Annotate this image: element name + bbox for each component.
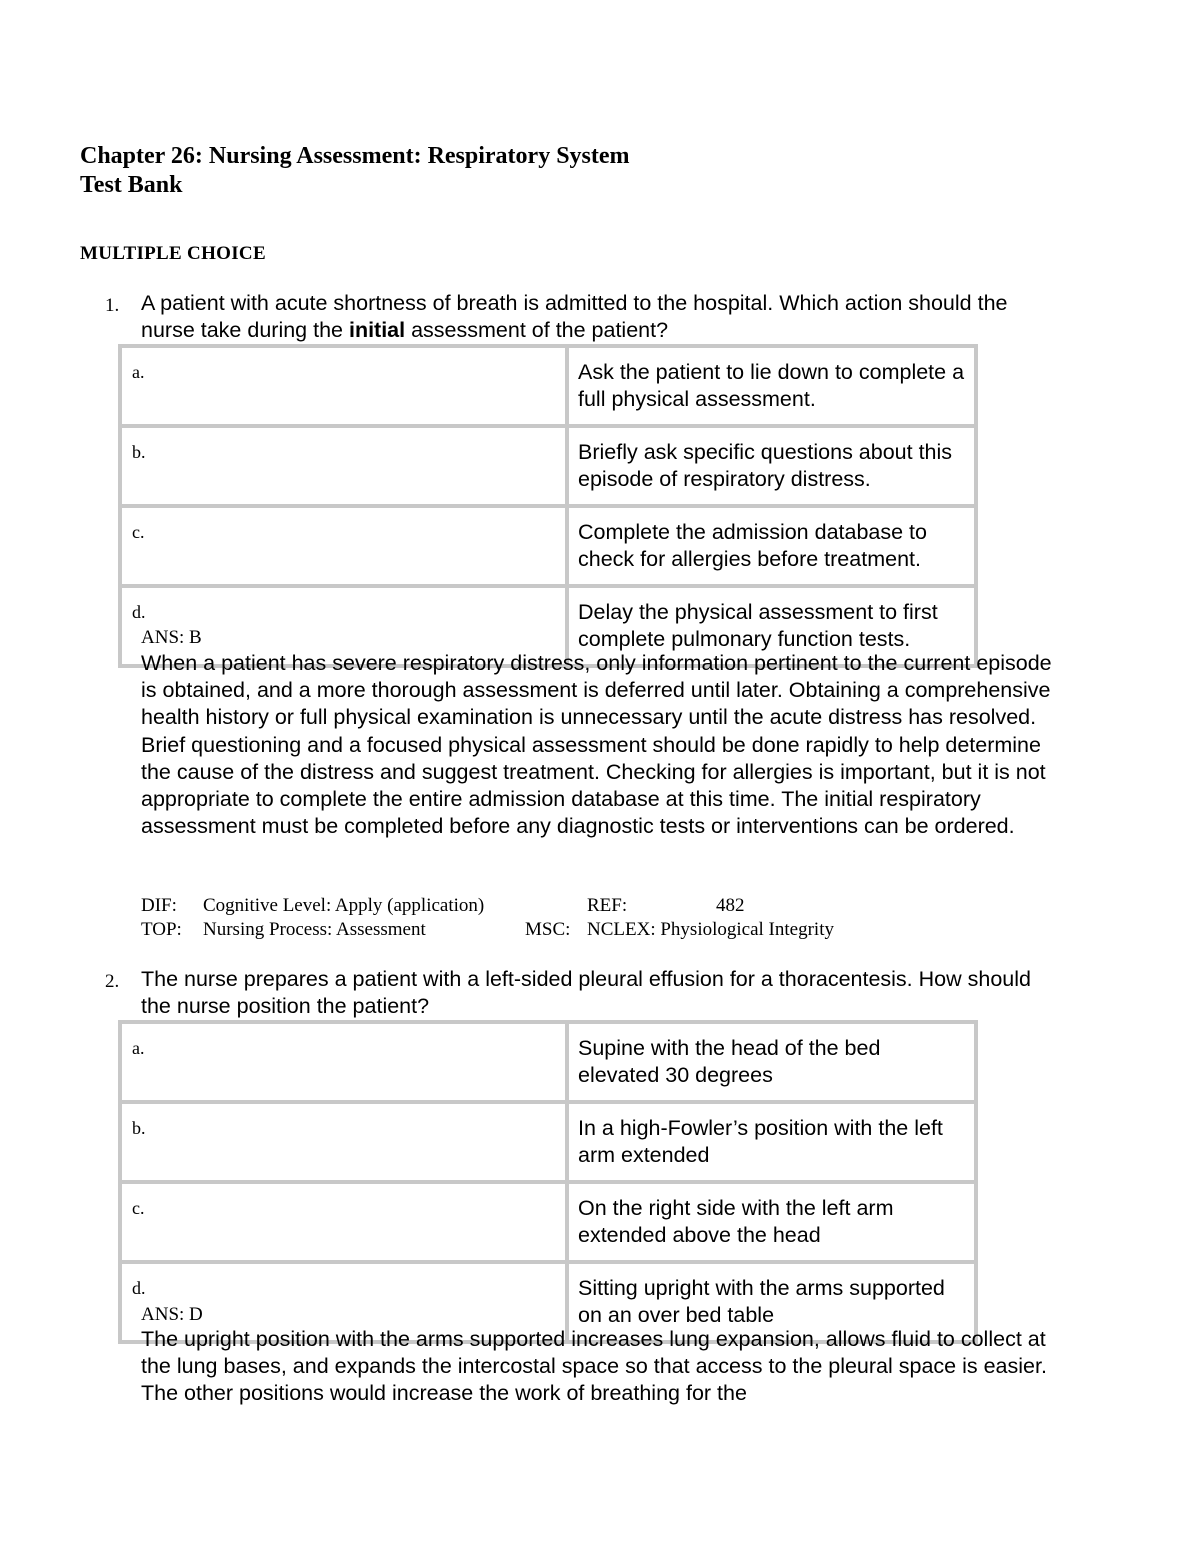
option-letter: c. (120, 1182, 567, 1262)
test-bank-subtitle: Test Bank (80, 172, 183, 198)
option-text: Sitting upright with the arms supported on an over bed table (567, 1262, 976, 1342)
option-row[interactable] (120, 1102, 976, 1182)
top-label: TOP: (141, 919, 182, 940)
option-letter: b. (120, 1102, 567, 1182)
ref-label: REF: (587, 895, 628, 916)
question-2-options-table (118, 1020, 978, 1344)
option-text: Briefly ask specific questions about this episode of respiratory distress. (567, 426, 976, 506)
option-text: Ask the patient to lie down to complete a full physical assessment. (567, 346, 976, 426)
ref-value: 482 (716, 895, 745, 916)
option-letter: a. (120, 1022, 567, 1102)
dif-label: DIF: (141, 895, 177, 916)
option-row[interactable] (120, 426, 976, 506)
question-2-answer: ANS: D (141, 1304, 203, 1325)
option-row[interactable] (120, 346, 976, 426)
option-text: In a high-Fowler’s position with the left arm extended (567, 1102, 976, 1182)
option-text: Complete the admission database to check for allergies before treatment. (567, 506, 976, 586)
question-1-options-table (118, 344, 978, 668)
option-row[interactable] (120, 506, 976, 586)
msc-label: MSC: (525, 919, 571, 940)
option-row[interactable] (120, 1022, 976, 1102)
question-2-rationale: The upright position with the arms supported increases lung expansion, allows fluid to collect at the lung bases, and expands the intercostal space so that access to the pleural space is easier. The other positions would increase the work of breathing for the (141, 1327, 1047, 1406)
question-1-stem-start: A patient with acute shortness of breath is admitted to the hospital. Which action should the nurse take during the (141, 291, 1008, 342)
option-letter: b. (120, 426, 567, 506)
question-1-stem-end: assessment of the patient? (405, 318, 669, 342)
option-text: Delay the physical assessment to first complete pulmonary function tests. (567, 586, 976, 666)
msc-value: NCLEX: Physiological Integrity (587, 919, 834, 940)
option-letter: c. (120, 506, 567, 586)
question-1-answer: ANS: B (141, 627, 202, 648)
question-2-stem: The nurse prepares a patient with a left-sided pleural effusion for a thoracentesis. How should the nurse position the patient? (141, 967, 1031, 1018)
section-heading: MULTIPLE CHOICE (80, 243, 266, 264)
chapter-title: Chapter 26: Nursing Assessment: Respiratory System (80, 143, 630, 169)
option-text: Supine with the head of the bed elevated 30 degrees (567, 1022, 976, 1102)
option-letter: a. (120, 346, 567, 426)
question-1-rationale: When a patient has severe respiratory distress, only information pertinent to the current episode is obtained, and a more thorough assessment is deferred until later. Obtaining a comprehensive health history or full physical examination is unnecessary until the acute distress has resolved. Brief questioning and a focused physical assessment should be done rapidly to help determine the cause of the distress and suggest treatment. Checking for allergies is important, but it is not appropriate to complete the entire admission database at this time. The initial respiratory assessment must be completed before any diagnostic tests or interventions can be ordered. (141, 651, 1052, 839)
option-letter: d. (120, 586, 567, 666)
question-1-number: 1. (105, 295, 120, 316)
top-value: Nursing Process: Assessment (203, 919, 426, 940)
option-row[interactable] (120, 1182, 976, 1262)
question-1-stem (141, 290, 1061, 344)
question-1-emphasis: initial (348, 318, 406, 342)
option-letter: d. (120, 1262, 567, 1342)
option-text: On the right side with the left arm extended above the head (567, 1182, 976, 1262)
dif-value: Cognitive Level: Apply (application) (203, 895, 485, 916)
question-2-number: 2. (105, 971, 120, 992)
